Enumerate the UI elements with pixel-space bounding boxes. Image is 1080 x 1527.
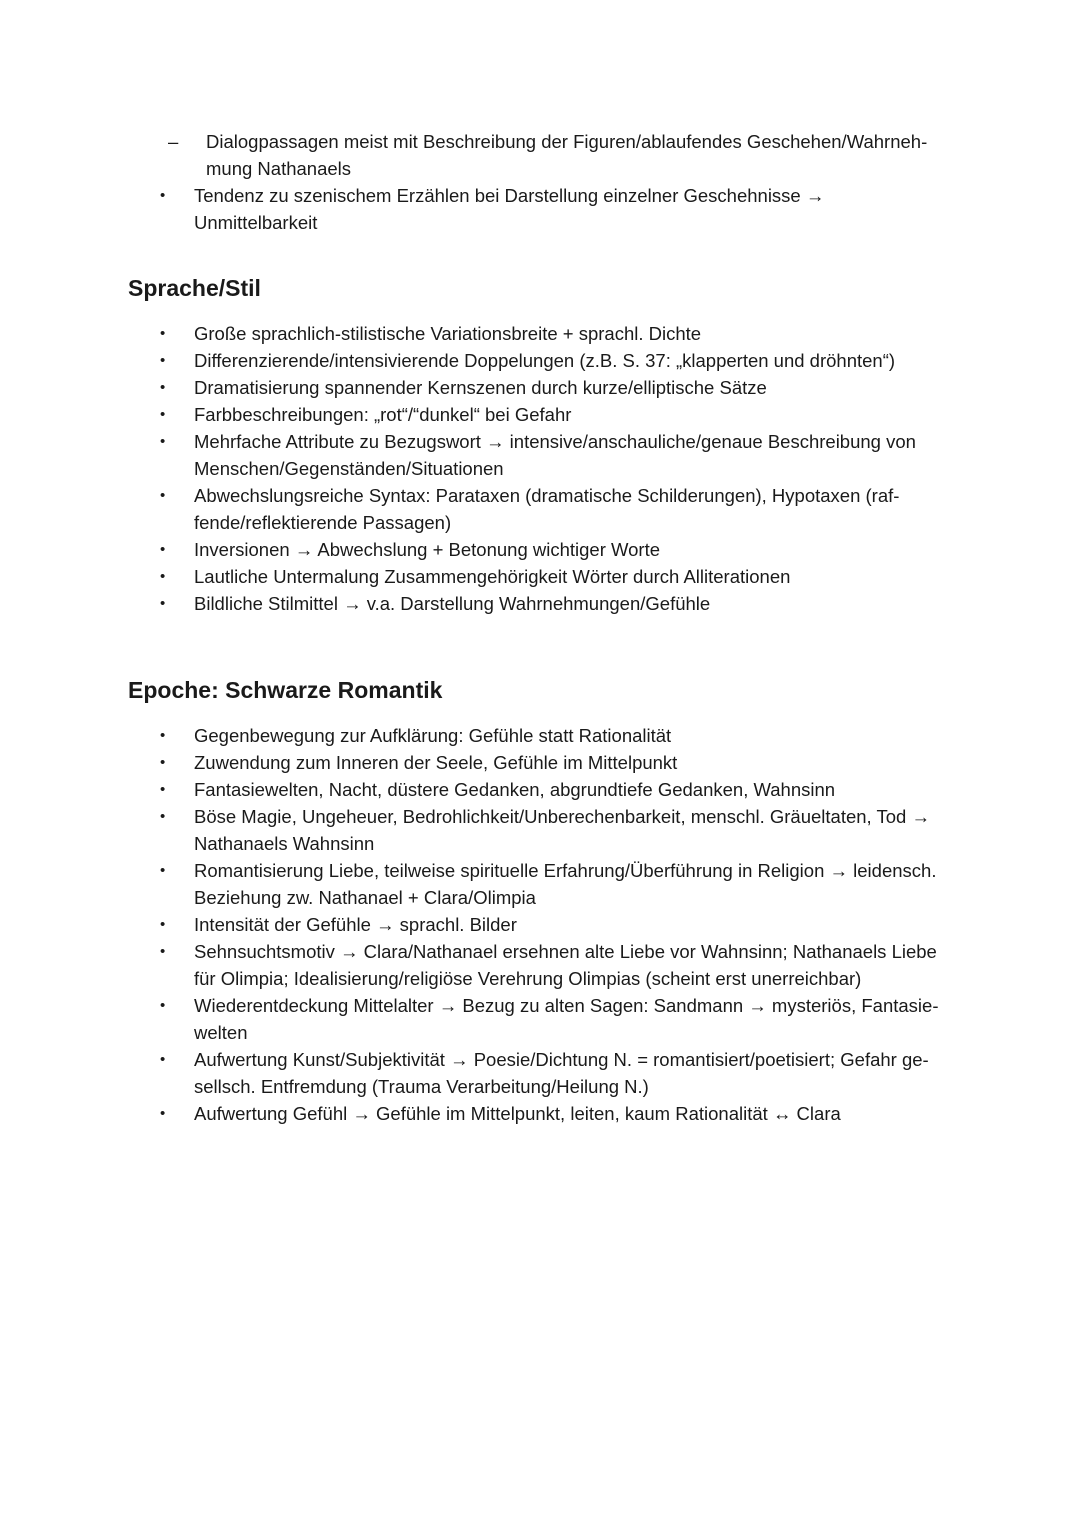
bullet-marker: • (160, 1051, 166, 1068)
bullet-marker: • (160, 1105, 166, 1122)
list-item-text: Zuwendung zum Inneren der Seele, Gefühle im Mittelpunkt (194, 752, 678, 773)
intro-continuation (0, 128, 1080, 236)
dash-item-text: Dialogpassagen meist mit Beschreibung der Figuren/ablaufendes Geschehen/Wahrneh-mung Nathanaels (206, 131, 928, 179)
list-item (0, 320, 1080, 347)
bullet-marker: • (160, 187, 166, 204)
list-item-text: Wiederentdeckung Mittelalter → Bezug zu alten Sagen: Sandmann → mysteriös, Fantasie-welten (194, 995, 939, 1043)
dash-marker: – (168, 131, 179, 152)
list-item-text: Fantasiewelten, Nacht, düstere Gedanken, abgrundtiefe Gedanken, Wahnsinn (194, 779, 836, 800)
bullet-marker: • (160, 568, 166, 585)
bullet-marker: • (160, 997, 166, 1014)
list-item (0, 401, 1080, 428)
list-item-text: Mehrfache Attribute zu Bezugswort → intensive/anschauliche/genaue Beschreibung von Menschen/Gegenständen/Situationen (194, 431, 916, 479)
bullet-marker: • (160, 352, 166, 369)
list-item-text: Aufwertung Gefühl → Gefühle im Mittelpunkt, leiten, kaum Rationalität ↔ Clara (194, 1103, 841, 1124)
list-item (0, 857, 1080, 911)
list-item-text: Romantisierung Liebe, teilweise spirituelle Erfahrung/Überführung in Religion → leidensch. Beziehung zw. Nathanael + Clara/Olimpia (194, 860, 937, 908)
list-item (0, 1046, 1080, 1100)
dash-list-item (0, 128, 1080, 182)
bullet-marker: • (160, 406, 166, 423)
bullet-list-item (0, 182, 1080, 236)
bullet-marker: • (160, 808, 166, 825)
bullet-marker: • (160, 754, 166, 771)
list-item (0, 374, 1080, 401)
list-item (0, 722, 1080, 749)
list-item-text: Gegenbewegung zur Aufklärung: Gefühle statt Rationalität (194, 725, 672, 746)
list-item (0, 428, 1080, 482)
bullet-marker: • (160, 781, 166, 798)
bullet-marker: • (160, 943, 166, 960)
list-item-text: Sehnsuchtsmotiv → Clara/Nathanael ersehnen alte Liebe vor Wahnsinn; Nathanaels Liebe für Olimpia; Idealisierung/religiöse Verehrung Olimpias (scheint erst unerreichbar) (194, 941, 937, 989)
list-item-text: Große sprachlich-stilistische Variationsbreite + sprachl. Dichte (194, 323, 702, 344)
bullet-marker: • (160, 433, 166, 450)
bullet-marker: • (160, 727, 166, 744)
list-item-text: Dramatisierung spannender Kernszenen durch kurze/elliptische Sätze (194, 377, 767, 398)
section-heading-epoche: Epoche: Schwarze Romantik (128, 677, 443, 703)
list-item-text: Bildliche Stilmittel → v.a. Darstellung Wahrnehmungen/Gefühle (194, 593, 711, 614)
list-item (0, 938, 1080, 992)
list-item (0, 749, 1080, 776)
list-item-text: Lautliche Untermalung Zusammengehörigkeit Wörter durch Alliterationen (194, 566, 791, 587)
list-item-text: Böse Magie, Ungeheuer, Bedrohlichkeit/Unberechenbarkeit, menschl. Gräueltaten, Tod → Nathanaels Wahnsinn (194, 806, 930, 854)
list-item (0, 590, 1080, 617)
list-item-text: Inversionen → Abwechslung + Betonung wichtiger Worte (194, 539, 661, 560)
sprache-stil-list (0, 320, 1080, 617)
bullet-marker: • (160, 541, 166, 558)
bullet-marker: • (160, 325, 166, 342)
bullet-marker: • (160, 862, 166, 879)
bullet-marker: • (160, 379, 166, 396)
list-item (0, 776, 1080, 803)
list-item-text: Farbbeschreibungen: „rot“/“dunkel“ bei Gefahr (194, 404, 572, 425)
epoche-list (0, 722, 1080, 1127)
list-item (0, 536, 1080, 563)
list-item-text: Differenzierende/intensivierende Doppelungen (z.B. S. 37: „klapperten und dröhnten“) (194, 350, 896, 371)
list-item-text: Intensität der Gefühle → sprachl. Bilder (194, 914, 517, 935)
list-item (0, 482, 1080, 536)
list-item (0, 563, 1080, 590)
list-item (0, 1100, 1080, 1127)
list-item (0, 347, 1080, 374)
list-item (0, 803, 1080, 857)
list-item-text: Abwechslungsreiche Syntax: Parataxen (dramatische Schilderungen), Hypotaxen (raf-fende/reflektierende Passagen) (194, 485, 900, 533)
bullet-item-text: Tendenz zu szenischem Erzählen bei Darstellung einzelner Geschehnisse → Unmittelbarkeit (194, 185, 825, 233)
list-item (0, 911, 1080, 938)
bullet-marker: • (160, 487, 166, 504)
list-item-text: Aufwertung Kunst/Subjektivität → Poesie/Dichtung N. = romantisiert/poetisiert; Gefahr ge-sellsch. Entfremdung (Trauma Verarbeitung/Heilung N.) (194, 1049, 929, 1097)
bullet-marker: • (160, 916, 166, 933)
section-heading-sprache-stil: Sprache/Stil (128, 275, 261, 301)
list-item (0, 992, 1080, 1046)
bullet-marker: • (160, 595, 166, 612)
